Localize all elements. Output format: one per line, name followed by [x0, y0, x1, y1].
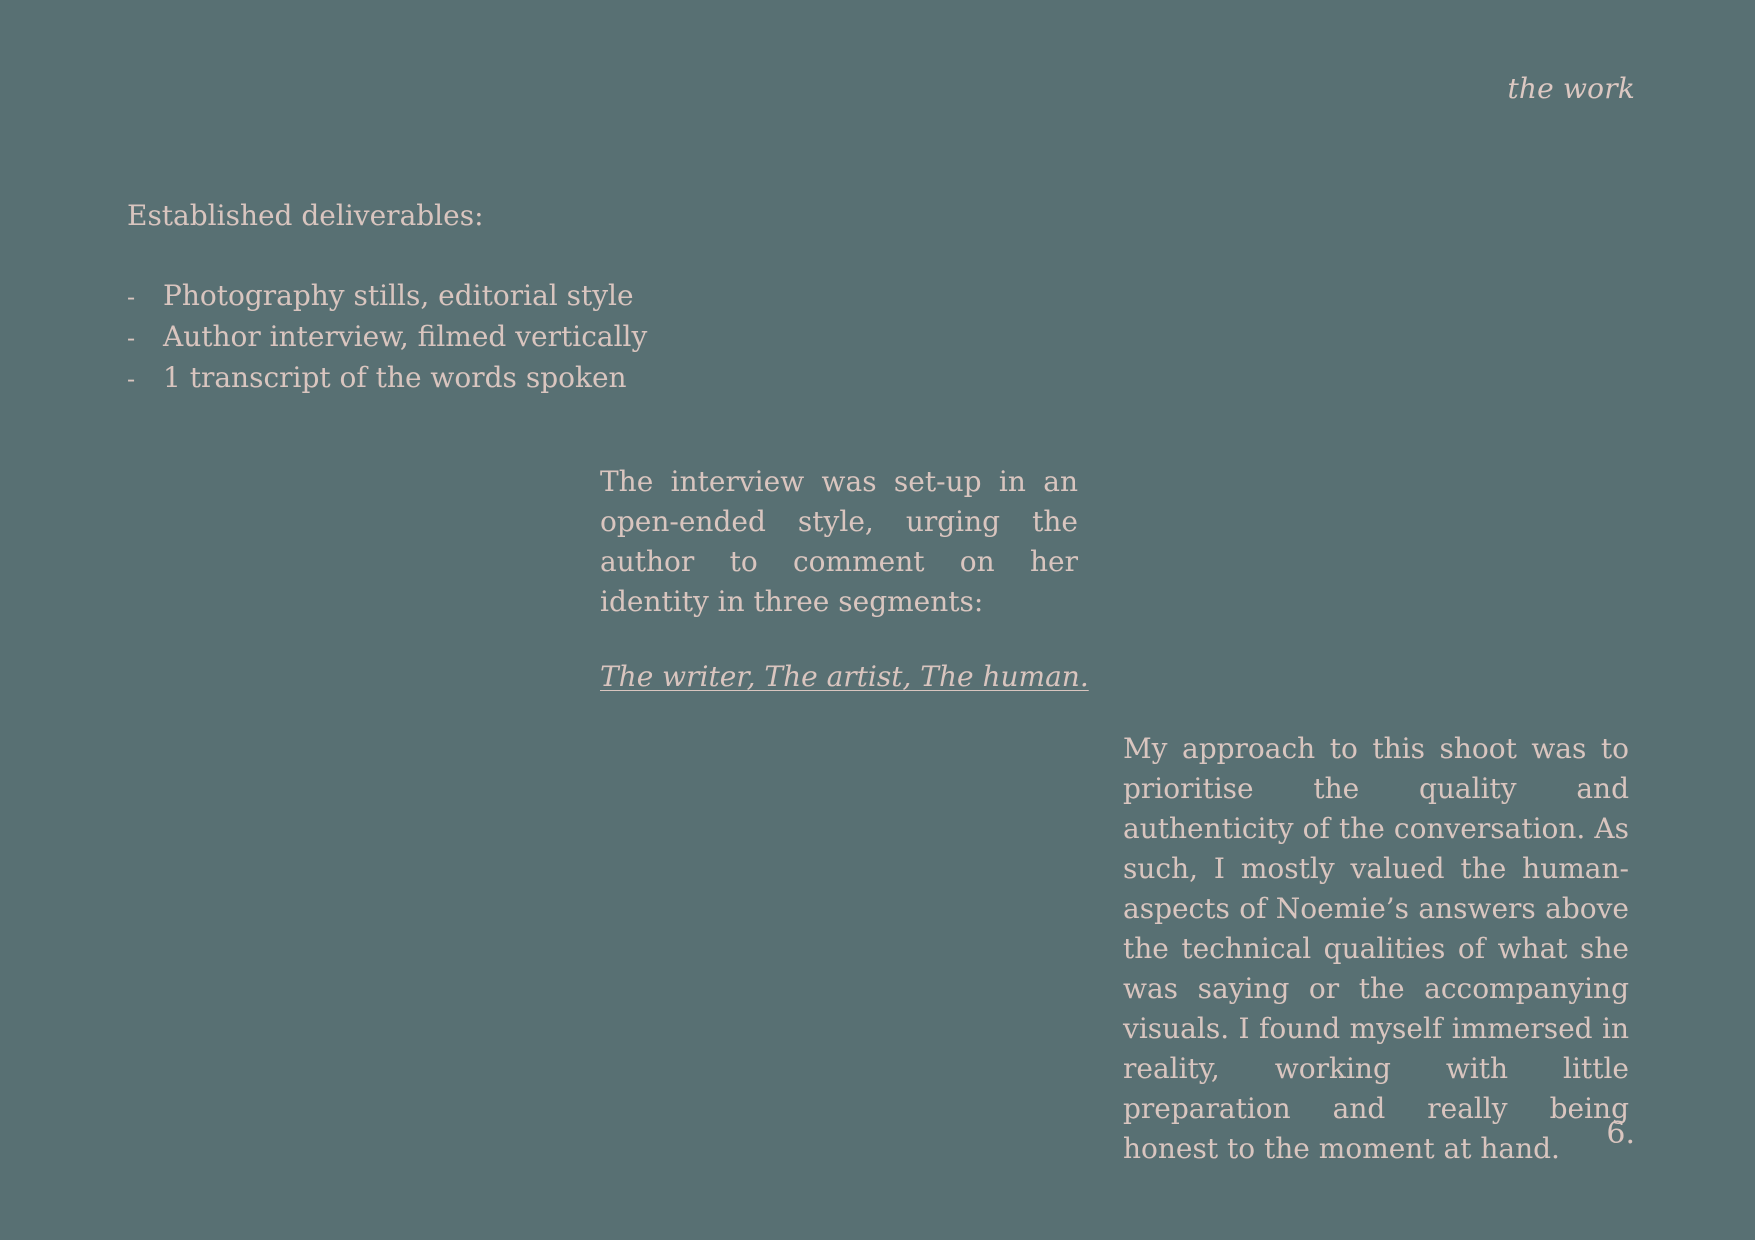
deliverable-text: 1 transcript of the words spoken [163, 361, 627, 394]
deliverable-item-interview [127, 317, 647, 358]
bullet-dash: - [127, 324, 136, 352]
page-number: 6. [1606, 1116, 1635, 1151]
approach-paragraph: My approach to this shoot was to prioritise the quality and authenticity of the conversation. As such, I mostly valued the human-aspects of Noemie’s answers above the technical qualities of what she was saying or the accompanying visuals. I found myself immersed in reality, working with little preparation and really being honest to the moment at hand. [1123, 732, 1629, 1165]
section-title: the work [1507, 72, 1635, 105]
deliverables-title: Established deliverables: [127, 199, 484, 232]
interview-paragraph: The interview was set-up in an open-ended style, urging the author to comment on her identity in three segments: [600, 465, 1078, 618]
interview-segments: The writer, The artist, The human. [600, 660, 1089, 693]
bullet-dash: - [127, 283, 136, 311]
deliverable-item-transcript [127, 358, 647, 399]
deliverables-section [127, 196, 647, 399]
deliverables-list [127, 276, 647, 399]
deliverable-text: Photography stills, editorial style [163, 279, 634, 312]
deliverable-text: Author interview, filmed vertically [163, 320, 648, 353]
bullet-dash: - [127, 365, 136, 393]
deliverable-item-photography [127, 276, 647, 317]
